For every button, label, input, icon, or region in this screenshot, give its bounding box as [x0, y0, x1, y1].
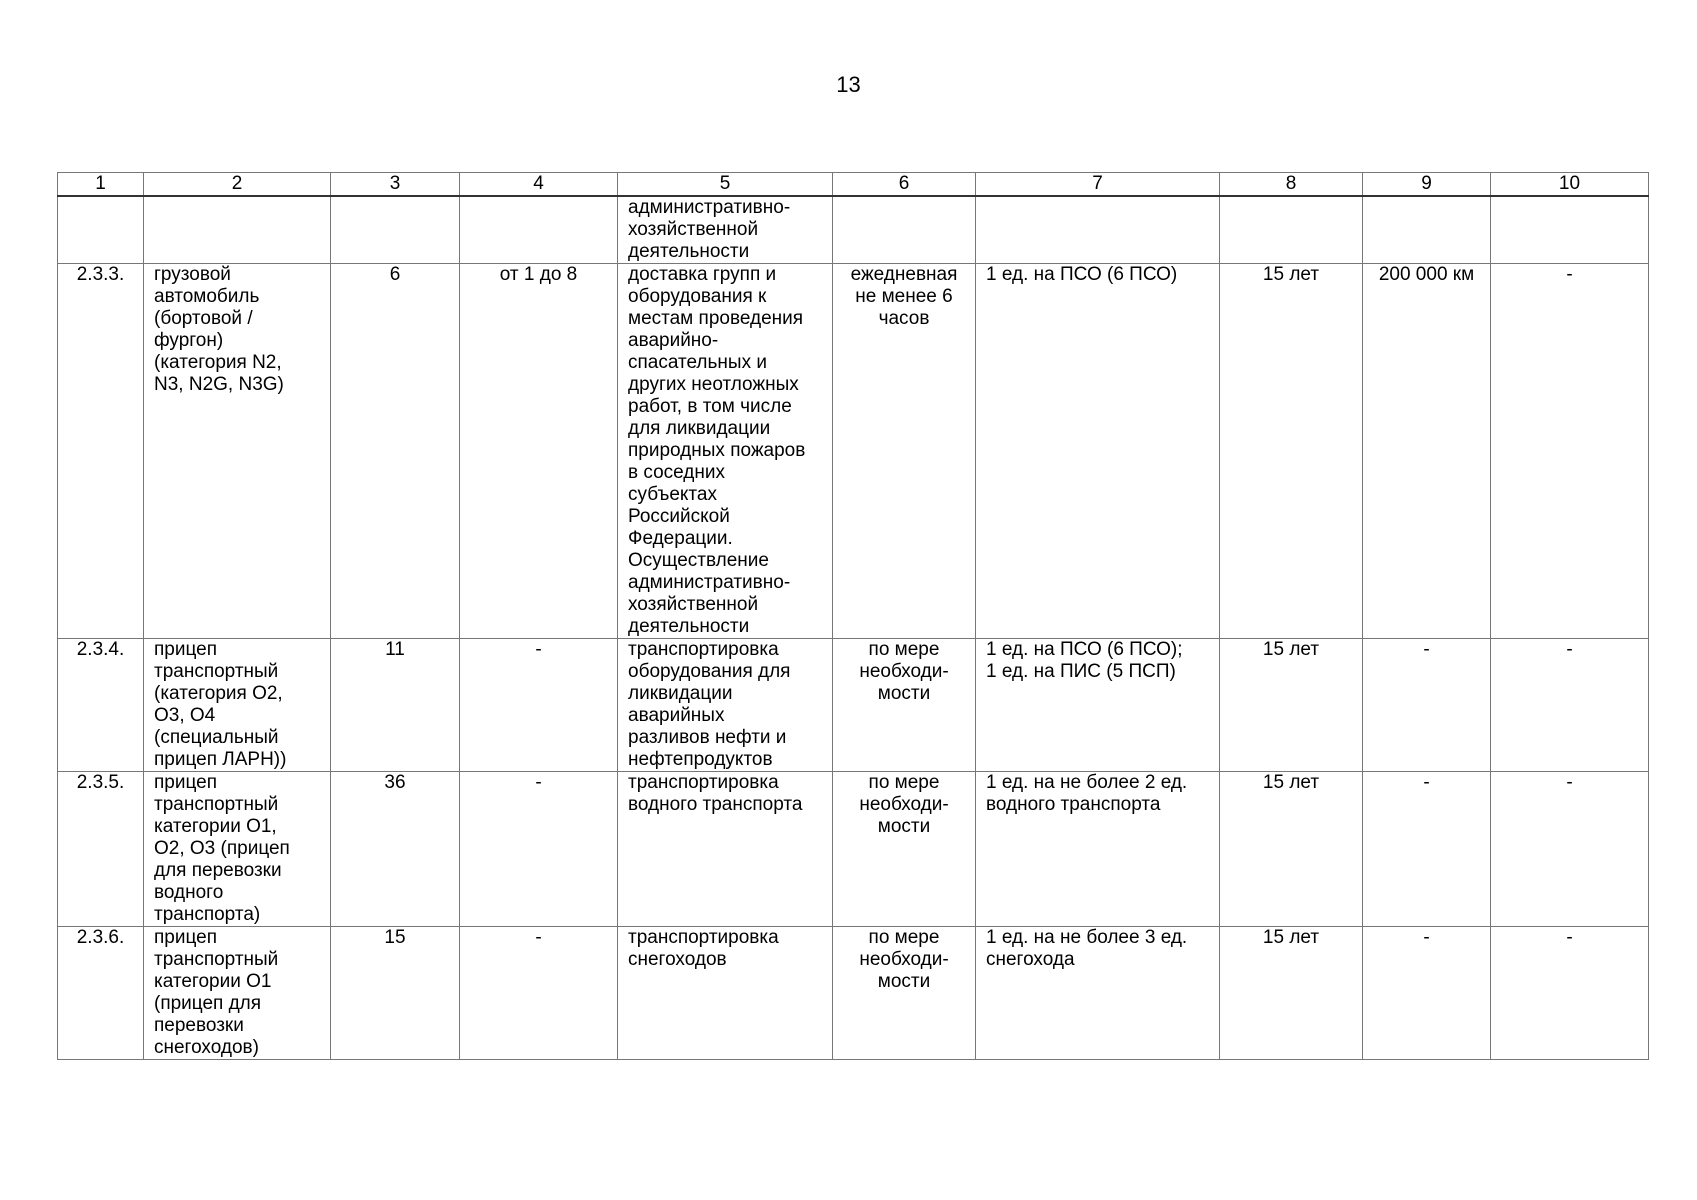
page-number: 13 [836, 72, 861, 97]
cell-name [144, 196, 331, 264]
cell-mileage: 200 000 км [1363, 264, 1491, 639]
cell-quantity [331, 196, 460, 264]
cell-range: от 1 до 8 [460, 264, 618, 639]
cell-norm: 1 ед. на не более 3 ед. снегохода [976, 927, 1220, 1060]
cell-norm [976, 196, 1220, 264]
cell-term: 15 лет [1220, 639, 1363, 772]
cell-number: 2.3.3. [58, 264, 144, 639]
cell-quantity: 36 [331, 772, 460, 927]
cell-name: прицеп транспортный (категория О2, О3, О4 (специальный прицеп ЛАРН)) [144, 639, 331, 772]
equipment-table [57, 172, 1649, 1060]
cell-usage: по мере необходи- мости [833, 927, 976, 1060]
cell-purpose: доставка групп и оборудования к местам проведения аварийно- спасательных и других неотложных работ, в том числе для ликвидации природных пожаров в соседних субъектах Российской Федерации. Осуществление административно- хозяйственной деятельности [618, 264, 833, 639]
cell-col10: - [1491, 927, 1649, 1060]
cell-mileage: - [1363, 639, 1491, 772]
cell-norm: 1 ед. на ПСО (6 ПСО) [976, 264, 1220, 639]
cell-range: - [460, 639, 618, 772]
column-header: 9 [1363, 173, 1491, 197]
cell-name: прицеп транспортный категории О1 (прицеп для перевозки снегоходов) [144, 927, 331, 1060]
cell-range [460, 196, 618, 264]
cell-mileage [1363, 196, 1491, 264]
cell-usage: по мере необходи- мости [833, 772, 976, 927]
table-row [58, 264, 1649, 639]
cell-quantity: 6 [331, 264, 460, 639]
cell-norm: 1 ед. на не более 2 ед. водного транспорта [976, 772, 1220, 927]
cell-number [58, 196, 144, 264]
column-header: 7 [976, 173, 1220, 197]
cell-number: 2.3.4. [58, 639, 144, 772]
cell-quantity: 15 [331, 927, 460, 1060]
cell-purpose: транспортировка водного транспорта [618, 772, 833, 927]
cell-purpose: транспортировка снегоходов [618, 927, 833, 1060]
column-header: 5 [618, 173, 833, 197]
column-header: 2 [144, 173, 331, 197]
table-row [58, 772, 1649, 927]
cell-col10: - [1491, 772, 1649, 927]
cell-norm: 1 ед. на ПСО (6 ПСО); 1 ед. на ПИС (5 ПСП) [976, 639, 1220, 772]
cell-quantity: 11 [331, 639, 460, 772]
cell-purpose: административно- хозяйственной деятельности [618, 196, 833, 264]
cell-term: 15 лет [1220, 772, 1363, 927]
cell-range: - [460, 772, 618, 927]
column-header: 6 [833, 173, 976, 197]
cell-col10: - [1491, 264, 1649, 639]
cell-usage [833, 196, 976, 264]
cell-col10 [1491, 196, 1649, 264]
cell-purpose: транспортировка оборудования для ликвидации аварийных разливов нефти и нефтепродуктов [618, 639, 833, 772]
cell-term: 15 лет [1220, 264, 1363, 639]
cell-term [1220, 196, 1363, 264]
cell-name: грузовой автомобиль (бортовой / фургон) (категория N2, N3, N2G, N3G) [144, 264, 331, 639]
header-row [58, 173, 1649, 197]
cell-usage: по мере необходи- мости [833, 639, 976, 772]
cell-usage: ежедневная не менее 6 часов [833, 264, 976, 639]
column-header: 8 [1220, 173, 1363, 197]
cell-term: 15 лет [1220, 927, 1363, 1060]
table-row [58, 196, 1649, 264]
cell-col10: - [1491, 639, 1649, 772]
cell-number: 2.3.6. [58, 927, 144, 1060]
cell-mileage: - [1363, 772, 1491, 927]
table-row [58, 927, 1649, 1060]
table-row [58, 639, 1649, 772]
column-header: 3 [331, 173, 460, 197]
cell-range: - [460, 927, 618, 1060]
column-header: 4 [460, 173, 618, 197]
column-header: 1 [58, 173, 144, 197]
column-header: 10 [1491, 173, 1649, 197]
cell-mileage: - [1363, 927, 1491, 1060]
cell-name: прицеп транспортный категории О1, О2, О3 (прицеп для перевозки водного транспорта) [144, 772, 331, 927]
cell-number: 2.3.5. [58, 772, 144, 927]
